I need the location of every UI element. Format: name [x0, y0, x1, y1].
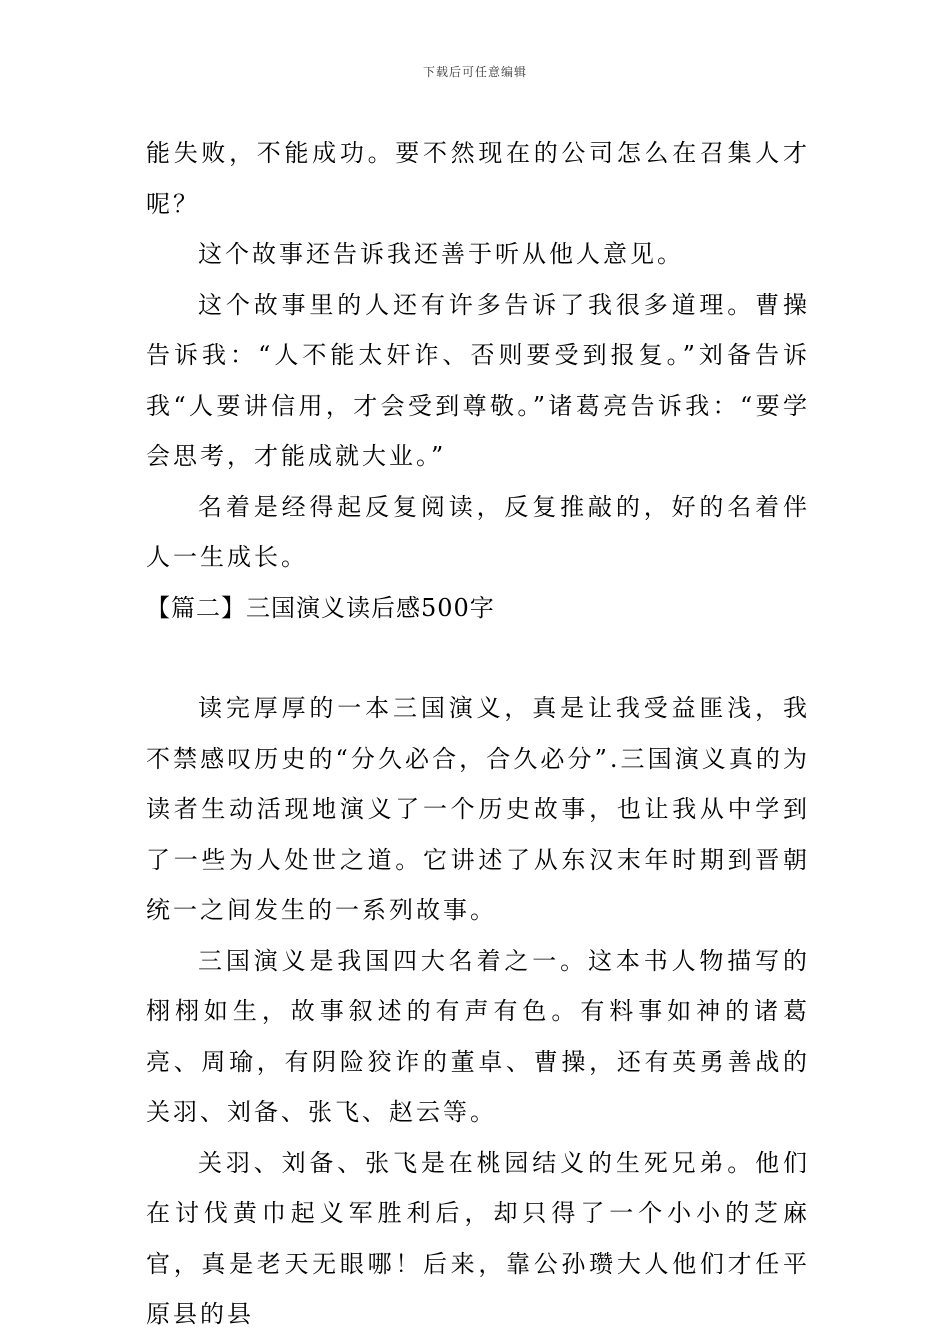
paragraph: 这个故事里的人还有许多告诉了我很多道理。曹操告诉我：“人不能太奸诈、否则要受到报复。”刘备告诉我“人要讲信用，才会受到尊敬。”诸葛亮告诉我：“要学会思考，才能成就大业。”: [146, 290, 810, 470]
section-heading: 【篇二】三国演义读后感500字: [146, 593, 495, 622]
paragraph: 这个故事还告诉我还善于听从他人意见。: [198, 240, 684, 268]
paragraph-continuation: 能失败，不能成功。要不然现在的公司怎么在召集人才呢？: [146, 139, 810, 218]
section-spacer: [146, 633, 810, 683]
paragraph: 关羽、刘备、张飞是在桃园结义的生死兄弟。他们在讨伐黄巾起义军胜利后，却只得了一个小小的芝麻官，真是老天无眼哪！后来，靠公孙瓒大人他们才任平原县的县: [146, 1148, 810, 1328]
paragraph: 三国演义是我国四大名着之一。这本书人物描写的栩栩如生，故事叙述的有声有色。有料事如神的诸葛亮、周瑜，有阴险狡诈的董卓、曹操，还有英勇善战的关羽、刘备、张飞、赵云等。: [146, 946, 810, 1126]
document-body: [146, 128, 810, 1340]
page-header: 下载后可任意编辑: [422, 65, 527, 79]
paragraph: 读完厚厚的一本三国演义，真是让我受益匪浅，我不禁感叹历史的“分久必合，合久必分”.三国演义真的为读者生动活现地演义了一个历史故事，也让我从中学到了一些为人处世之道。它讲述了从东汉末年时期到晋朝统一之间发生的一系列故事。: [146, 694, 810, 924]
paragraph: 名着是经得起反复阅读，反复推敲的，好的名着伴人一生成长。: [146, 492, 810, 571]
